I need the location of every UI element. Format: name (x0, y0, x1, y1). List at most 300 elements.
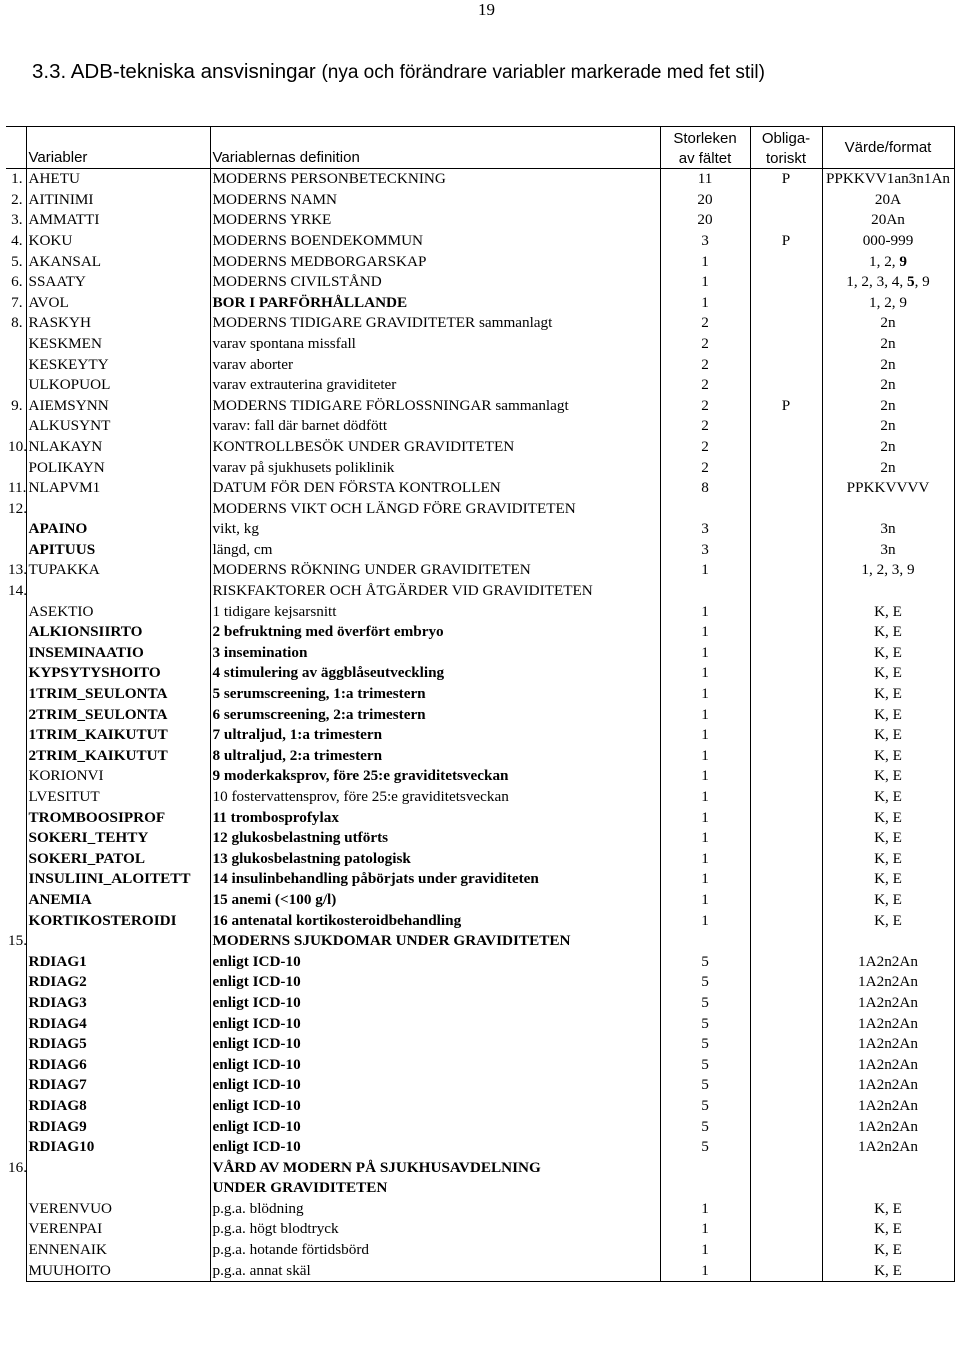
value-format-text: K, E (874, 788, 902, 805)
mandatory-flag (750, 252, 822, 273)
row-number (6, 499, 26, 520)
field-size (660, 725, 750, 746)
value-format-tail: , 9 (914, 273, 930, 291)
field-size (660, 478, 750, 499)
field-size (660, 210, 750, 231)
row-number (6, 725, 26, 746)
variable-definition (210, 499, 660, 520)
variable-name (26, 972, 210, 993)
table-row (6, 1055, 954, 1076)
row-number (6, 684, 26, 705)
value-format-text: K, E (874, 1220, 902, 1238)
variable-name (26, 931, 210, 952)
row-number (6, 1199, 26, 1220)
row-number (6, 1219, 26, 1240)
field-size (660, 931, 750, 952)
field-size-text: 5 (701, 952, 709, 970)
page-number: 19 (478, 0, 495, 19)
field-size-text: 5 (701, 1076, 709, 1094)
value-format-text: 1A2n2An (858, 1076, 918, 1094)
field-size (660, 437, 750, 458)
row-number (6, 602, 26, 623)
row-number-text: 5. (11, 252, 23, 270)
table-row (6, 540, 954, 561)
mandatory-flag (750, 911, 822, 932)
row-number (6, 540, 26, 561)
mandatory-flag (750, 1014, 822, 1035)
table-row (6, 849, 954, 870)
mandatory-flag (750, 334, 822, 355)
variable-name (26, 334, 210, 355)
row-number (6, 231, 26, 252)
table-row (6, 1240, 954, 1261)
variable-definition-text: MODERNS TIDIGARE GRAVIDITETER sammanlagt (212, 314, 553, 332)
table-row (6, 972, 954, 993)
field-size-text: 1 (701, 273, 709, 291)
header-num-2 (6, 148, 26, 169)
table-row (6, 1199, 954, 1220)
field-size-text: 1 (701, 829, 709, 847)
variable-definition-text: enligt ICD-10 (212, 1117, 301, 1135)
row-number (6, 1075, 26, 1096)
mandatory-flag (750, 210, 822, 231)
field-size-text: 20 (697, 190, 713, 208)
table-row (6, 210, 954, 231)
value-format-text: 000-999 (862, 231, 914, 249)
mandatory-flag (750, 272, 822, 293)
row-number (6, 416, 26, 437)
value-format (822, 190, 954, 211)
value-format-text: PPKKVV1an3n1An (825, 170, 951, 188)
variable-name-text: KOKU (28, 231, 73, 249)
row-number (6, 705, 26, 726)
variable-definition-text: 3 insemination (212, 643, 308, 661)
variable-definition-text: MODERNS BOENDEKOMMUN (212, 231, 424, 249)
mandatory-flag (750, 787, 822, 808)
mandatory-flag (750, 952, 822, 973)
value-format (822, 1240, 954, 1261)
variable-name-text: AKANSAL (28, 252, 102, 270)
mandatory-flag (750, 1240, 822, 1261)
variable-definition-text: 13 glukosbelastning patologisk (212, 849, 411, 867)
variable-name (26, 828, 210, 849)
field-size-text: 1 (701, 1261, 709, 1279)
value-format (822, 725, 954, 746)
variable-name (26, 458, 210, 479)
variable-definition (210, 396, 660, 417)
variable-name (26, 1137, 210, 1158)
variable-name (26, 1075, 210, 1096)
field-size (660, 993, 750, 1014)
field-size-text: 2 (701, 417, 709, 435)
variable-definition (210, 1055, 660, 1076)
mandatory-flag (750, 643, 822, 664)
header-size-l1: Storleken (660, 127, 750, 148)
value-format (822, 210, 954, 231)
mandatory-flag (750, 1261, 822, 1282)
value-format (822, 396, 954, 417)
variable-definition (210, 1261, 660, 1282)
mandatory-flag (750, 519, 822, 540)
value-format (822, 169, 954, 190)
variable-name (26, 1014, 210, 1035)
table-row (6, 643, 954, 664)
variable-name-text: AMMATTI (28, 211, 100, 229)
variable-name (26, 808, 210, 829)
field-size-text: 2 (701, 314, 709, 332)
field-size (660, 169, 750, 190)
table-row (6, 725, 954, 746)
variable-name (26, 869, 210, 890)
value-format (822, 602, 954, 623)
value-format (822, 663, 954, 684)
variable-name-text: TUPAKKA (28, 561, 100, 579)
variables-table (6, 126, 955, 1282)
variable-name (26, 684, 210, 705)
value-format (822, 478, 954, 499)
field-size-text: 5 (701, 973, 709, 991)
variable-definition-text: MODERNS RÖKNING UNDER GRAVIDITETEN (212, 561, 531, 579)
value-format-text: K, E (874, 685, 902, 703)
row-number (6, 643, 26, 664)
variable-name (26, 1219, 210, 1240)
variable-definition-text: DATUM FÖR DEN FÖRSTA KONTROLLEN (212, 479, 501, 497)
value-format (822, 808, 954, 829)
field-size (660, 684, 750, 705)
mandatory-flag (750, 663, 822, 684)
value-format-text: 1A2n2An (858, 1117, 918, 1135)
variable-name (26, 540, 210, 561)
variable-name-text: ENNENAIK (28, 1241, 107, 1259)
variable-definition (210, 808, 660, 829)
value-format (822, 1178, 954, 1199)
variable-name-text: 2TRIM_SEULONTA (28, 705, 168, 723)
field-size-text: 1 (701, 870, 709, 888)
field-size-text: 8 (701, 479, 709, 497)
row-number (6, 828, 26, 849)
row-number (6, 1014, 26, 1035)
table-row (6, 828, 954, 849)
mandatory-flag (750, 1117, 822, 1138)
section-title (32, 60, 765, 84)
field-size (660, 663, 750, 684)
value-format-text: K, E (874, 808, 902, 826)
table-body (6, 169, 954, 1282)
variable-name (26, 437, 210, 458)
field-size-text: 1 (701, 705, 709, 723)
value-format-text: K, E (874, 1261, 902, 1279)
variable-definition-text: 5 serumscreening, 1:a trimestern (212, 685, 426, 703)
field-size-text: 1 (701, 890, 709, 908)
table-row (6, 1014, 954, 1035)
mandatory-flag (750, 808, 822, 829)
field-size (660, 272, 750, 293)
field-size-text: 1 (701, 623, 709, 641)
value-format (822, 746, 954, 767)
table-header-row-2 (6, 148, 954, 169)
value-format-text: 1, 2, 3, 9 (861, 561, 915, 579)
table-row (6, 1075, 954, 1096)
variable-definition (210, 169, 660, 190)
mandatory-flag (750, 684, 822, 705)
field-size (660, 869, 750, 890)
variable-definition-text: MODERNS PERSONBETECKNING (212, 170, 446, 188)
value-format-text: K, E (874, 602, 902, 620)
row-number (6, 478, 26, 499)
variable-definition-text: BOR I PARFÖRHÅLLANDE (212, 293, 408, 311)
table-row (6, 952, 954, 973)
table-row (6, 396, 954, 417)
table-row (6, 355, 954, 376)
variable-definition-text: p.g.a. annat skäl (212, 1261, 311, 1279)
field-size-text: 3 (701, 231, 709, 249)
variable-name (26, 890, 210, 911)
row-number (6, 911, 26, 932)
variable-definition-text: 11 trombosprofylax (212, 808, 339, 826)
value-format-text: 2n (880, 334, 896, 352)
mandatory-flag (750, 869, 822, 890)
field-size (660, 519, 750, 540)
variable-definition-text: 2 befruktning med överfört embryo (212, 623, 444, 641)
variable-definition-text: p.g.a. hotande förtidsbörd (212, 1241, 369, 1259)
mandatory-flag (750, 725, 822, 746)
table-row (6, 313, 954, 334)
value-format (822, 519, 954, 540)
mandatory-flag (750, 581, 822, 602)
value-format (822, 849, 954, 870)
mandatory-flag (750, 1137, 822, 1158)
table-row (6, 890, 954, 911)
table-row (6, 869, 954, 890)
field-size (660, 293, 750, 314)
header-mandatory-l1: Obliga- (750, 127, 822, 148)
variable-name-text: INSEMINAATIO (28, 643, 144, 661)
variable-definition-text: VÅRD AV MODERN PÅ SJUKHUSAVDELNING (212, 1158, 541, 1176)
variable-definition-text: enligt ICD-10 (212, 1055, 301, 1073)
variable-name-text: RDIAG4 (28, 1014, 87, 1032)
row-number-text: 8. (11, 314, 23, 332)
field-size-text: 2 (701, 458, 709, 476)
field-size-text: 1 (701, 788, 709, 805)
variable-definition-text: RISKFAKTORER OCH ÅTGÄRDER VID GRAVIDITETEN (212, 582, 593, 600)
field-size-text: 3 (701, 520, 709, 538)
field-size-text: 1 (701, 293, 709, 311)
variable-name (26, 272, 210, 293)
field-size-text: 1 (701, 252, 709, 270)
row-number (6, 252, 26, 273)
variable-definition-text: MODERNS SJUKDOMAR UNDER GRAVIDITETEN (212, 932, 571, 950)
field-size (660, 1178, 750, 1199)
field-size (660, 1199, 750, 1220)
variable-definition-text: enligt ICD-10 (212, 1138, 301, 1156)
table-row (6, 911, 954, 932)
row-number (6, 1117, 26, 1138)
variable-name (26, 519, 210, 540)
variable-name (26, 849, 210, 870)
value-format (822, 1158, 954, 1179)
variable-definition (210, 663, 660, 684)
field-size-text: 1 (701, 561, 709, 579)
variable-definition-text: p.g.a. blödning (212, 1199, 304, 1217)
field-size (660, 602, 750, 623)
mandatory-flag (750, 1199, 822, 1220)
field-size (660, 972, 750, 993)
row-number (6, 746, 26, 767)
variable-definition-text: MODERNS YRKE (212, 211, 332, 229)
variable-definition (210, 622, 660, 643)
field-size (660, 355, 750, 376)
variable-name-text: ULKOPUOL (28, 376, 111, 394)
variable-definition (210, 1034, 660, 1055)
value-format (822, 1096, 954, 1117)
value-format-text: 1A2n2An (858, 1096, 918, 1114)
row-number-text: 16. (8, 1158, 27, 1176)
mandatory-flag (750, 602, 822, 623)
variable-definition (210, 560, 660, 581)
value-format-text: K, E (874, 705, 902, 723)
value-format-text: 1A2n2An (858, 1035, 918, 1053)
table-row (6, 602, 954, 623)
field-size (660, 1261, 750, 1282)
variable-definition (210, 746, 660, 767)
value-format (822, 499, 954, 520)
row-number-text: 6. (11, 273, 23, 291)
value-format-text: K, E (874, 829, 902, 847)
table-row (6, 334, 954, 355)
value-format-text: 20A (874, 190, 902, 208)
field-size-text: 1 (701, 1199, 709, 1217)
row-number (6, 972, 26, 993)
variable-name-text: LVESITUT (28, 788, 100, 805)
value-format-text: 1A2n2An (858, 1055, 918, 1073)
value-format (822, 931, 954, 952)
variable-definition (210, 313, 660, 334)
field-size (660, 540, 750, 561)
variable-definition (210, 458, 660, 479)
mandatory-flag (750, 478, 822, 499)
variable-definition-text: UNDER GRAVIDITETEN (212, 1179, 388, 1197)
value-format-text: 3n (880, 540, 896, 558)
field-size (660, 705, 750, 726)
variable-name (26, 766, 210, 787)
table-row (6, 272, 954, 293)
variable-definition-text: 8 ultraljud, 2:a trimestern (212, 746, 383, 764)
variable-name (26, 1096, 210, 1117)
value-format (822, 375, 954, 396)
variable-definition (210, 293, 660, 314)
variable-definition (210, 252, 660, 273)
mandatory-flag (750, 458, 822, 479)
header-definition: Variablernas definition (210, 148, 660, 169)
variable-name-text: VERENVUO (28, 1199, 113, 1217)
variable-name-text: NLAPVM1 (28, 479, 101, 497)
variable-definition (210, 911, 660, 932)
table-row (6, 231, 954, 252)
value-format (822, 1117, 954, 1138)
mandatory-flag (750, 190, 822, 211)
row-number (6, 169, 26, 190)
variable-name-text: RDIAG8 (28, 1096, 87, 1114)
variable-name (26, 602, 210, 623)
variable-definition-text: 9 moderkaksprov, före 25:e graviditetsveckan (212, 767, 509, 785)
value-format-text: 3n (880, 520, 896, 538)
variable-name-text: AHETU (28, 170, 80, 188)
variable-name-text: KESKMEN (28, 334, 102, 352)
row-number (6, 663, 26, 684)
variable-definition (210, 828, 660, 849)
value-format (822, 1055, 954, 1076)
row-number-text: 13. (8, 561, 27, 579)
variable-name-text: RDIAG1 (28, 952, 87, 970)
section-title-main: 3.3. ADB-tekniska ansvisningar (32, 60, 316, 83)
variable-definition (210, 334, 660, 355)
value-format (822, 972, 954, 993)
variable-name (26, 231, 210, 252)
field-size (660, 396, 750, 417)
variable-definition-text: enligt ICD-10 (212, 973, 301, 991)
field-size-text: 1 (701, 1220, 709, 1238)
row-number (6, 808, 26, 829)
field-size (660, 499, 750, 520)
variable-definition-text: varav: fall där barnet dödfött (212, 417, 388, 435)
field-size (660, 746, 750, 767)
variable-name (26, 478, 210, 499)
row-number-text: 4. (11, 231, 23, 249)
field-size-text: 5 (701, 993, 709, 1011)
row-number-text: 12. (8, 499, 27, 517)
field-size-text: 1 (701, 767, 709, 785)
table-row (6, 581, 954, 602)
field-size (660, 1014, 750, 1035)
mandatory-flag (750, 1178, 822, 1199)
field-size-text: 1 (701, 849, 709, 867)
variable-definition (210, 1014, 660, 1035)
field-size-text: 5 (701, 1055, 709, 1073)
field-size (660, 766, 750, 787)
variable-name (26, 252, 210, 273)
table-row (6, 663, 954, 684)
variable-name (26, 416, 210, 437)
variable-name (26, 725, 210, 746)
field-size (660, 1219, 750, 1240)
variable-definition (210, 890, 660, 911)
header-definition-top (210, 127, 660, 148)
mandatory-flag (750, 1034, 822, 1055)
variable-definition-text: 16 antenatal kortikosteroidbehandling (212, 911, 462, 929)
field-size (660, 231, 750, 252)
value-format (822, 560, 954, 581)
row-number (6, 334, 26, 355)
variable-name-text: KYPSYTYSHOITO (28, 664, 161, 682)
row-number (6, 519, 26, 540)
value-format-text: K, E (874, 746, 902, 764)
variable-name-text: RASKYH (28, 314, 91, 332)
variable-definition-text: MODERNS MEDBORGARSKAP (212, 252, 427, 270)
variable-name-text: POLIKAYN (28, 458, 105, 476)
variable-definition (210, 375, 660, 396)
field-size-text: 5 (701, 1117, 709, 1135)
value-format-text: 1A2n2An (858, 973, 918, 991)
field-size (660, 808, 750, 829)
variable-name (26, 787, 210, 808)
variable-name (26, 1055, 210, 1076)
value-format (822, 231, 954, 252)
value-format (822, 1199, 954, 1220)
table-row (6, 519, 954, 540)
field-size (660, 911, 750, 932)
table-row (6, 375, 954, 396)
field-size (660, 1117, 750, 1138)
